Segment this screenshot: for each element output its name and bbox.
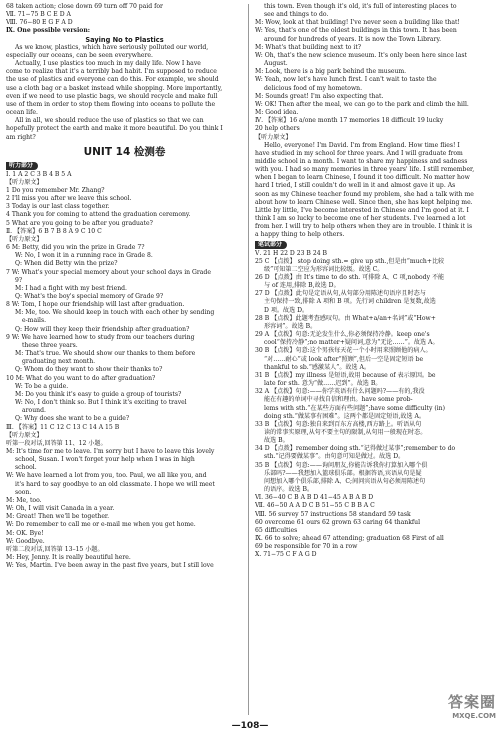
text-line: have studied in my school for three years. And I will graduate from (255, 149, 463, 157)
text-line: middle school in a month. I want to share my happiness and sadness (255, 157, 468, 165)
text-line: the use of plastics and everyone can do this. For example, we should (6, 76, 219, 84)
text-line: 级”可知第二空应为形容词比较级。故选 C。 (264, 265, 384, 273)
text-line: W: Oh, that's the new science museum. It's only been here since last (255, 51, 467, 59)
text-line: lems with sth.“在某些方面有些问题”;have some difficulty (in) (264, 404, 445, 412)
text-line: 6 M: Betty, did you win the prize in Grade 7? (6, 244, 145, 252)
text-line: Ⅲ. 【答案】11 C 12 C 13 C 14 A 15 B (6, 423, 120, 431)
watermark-logo (406, 692, 496, 730)
text-line: e-mails. (22, 317, 47, 325)
section-label: 笔试部分 (255, 241, 287, 249)
text-line: this town. Even though it's old, it's full of interesting places to (264, 3, 457, 10)
text-line: am right? (6, 133, 36, 141)
text-line: especially our oceans, can be seen everywhere. (6, 51, 153, 59)
text-line: delicious food of my hometown. (264, 84, 363, 92)
text-line: Ⅱ. 【答案】6 B 7 B 8 A 9 C 10 C (6, 227, 102, 235)
text-line: Ⅶ. 71−75 B C E D A (6, 11, 71, 19)
text-line: Little by little, I've become interested in Chinese and I'm good at it. I (255, 206, 469, 214)
text-line: M: What's that building next to it? (255, 43, 362, 51)
text-line: 【听力原文】 (6, 178, 43, 186)
text-line: 35 B 【点拨】句意:——询问朋友,你能告诉我你打算加入哪个俱 (255, 461, 428, 469)
text-line: “对……耐心”或 look after“照顾”,但后一空是固定短语 be (264, 355, 424, 363)
text-line: Ⅵ. 36−40 C B A B D 41−45 A B A B D (255, 494, 374, 502)
text-line: 7 W: What's your special memory about your school days in Grade (6, 268, 211, 276)
text-line: Hello, everyone! I'm David. I'm from England. How time flies! I (264, 141, 460, 149)
text-line: D 项。故选 D。 (264, 306, 309, 314)
text-line: M: Me, too. (6, 496, 42, 504)
text-line: around. (22, 407, 46, 415)
text-line: Ⅸ. One possible version: (6, 27, 91, 35)
section-header (6, 161, 243, 171)
text-line: 28 B 【点拨】此题考查感叹句。由 What+a/an+名词”或“How+ (255, 314, 436, 322)
text-line: about how to learn Chinese well. Since then, she has kept helping me. (255, 198, 473, 206)
text-line: Q: When did Betty win the prize? (15, 260, 118, 268)
section-label: 听力部分 (6, 162, 38, 170)
text-line: Ⅹ. 71−75 C F A G D (255, 551, 317, 559)
text-line: 问想加入哪个俱乐部,排除 A、C;间问宾语从句必须用陈述句 (264, 477, 426, 485)
text-line: W: To be a guide. (15, 382, 69, 390)
text-line: M: Look, there is a big park behind the museum. (255, 68, 407, 76)
text-line: 4 Thank you for coming to attend the graduation ceremony. (6, 211, 191, 219)
text-line: W: Oh, I will visit Canada in a year. (6, 505, 115, 513)
text-line: 30 B 【点拨】句意:这个男孩每天花一个小时用来照顾他的病人。 (255, 347, 432, 355)
text-line: a happy thing to help others. (255, 231, 345, 239)
text-line: M: Wow, look at that building! I've never seen a building like that! (255, 19, 460, 27)
text-line: W: Yes, that's one of the oldest buildings in this town. It has been (255, 27, 457, 35)
text-line: thankful to sb.“感激某人”。故选 A。 (264, 363, 371, 371)
text-line: 9 W: We have learned how to study from our teachers during (6, 333, 195, 341)
text-line: W: Goodbye. (6, 537, 45, 545)
section-header (255, 240, 493, 250)
text-line: sth.“记得要做某事”。由句意可知是做过。故选 D。 (264, 453, 405, 461)
text-line: 27 D 【点拨】此句是定语从句,从句部分用陈述句语序且时态与 (255, 290, 426, 298)
text-line: 10 M: What do you want to do after graduation? (6, 374, 156, 382)
text-line: 69 be responsible for 70 in a row (255, 543, 358, 551)
text-line: come to realize that it's a terribly bad habit. I'm supposed to reduce (6, 68, 217, 76)
text-line: late for sth. 意为“做……迟到”。故选 B。 (264, 380, 382, 388)
text-line: Ⅸ. 66 to solve; ahead 67 attending; graduation 68 First of all (255, 535, 444, 542)
text-line: Q: What's the boy's special memory of Grade 9? (15, 293, 164, 300)
unit-title: UNIT 14 检测卷 (83, 145, 166, 158)
text-line: W: No, I won it in a running race in Grade 8. (15, 252, 153, 260)
text-line: 与 of 连用,排除 B,故选 D。 (264, 282, 340, 290)
text-line: cool“保持冷静”;no matter+疑问词,意为“无论……”。故选 A。 (264, 339, 439, 347)
watermark-main: 答案圈 (447, 693, 496, 711)
text-line: 1 Do you remember Mr. Zhang? (6, 186, 105, 194)
text-line: 读的常事实原理,从句不要主句的限制,从句用一般现在时态。 (264, 428, 427, 436)
text-line: Q: How will they keep their friendship after graduation? (15, 325, 190, 333)
column-divider (248, 4, 249, 715)
text-line: 34 D 【点拨】remember doing sth.“记得做过某事”;remember to do (255, 445, 456, 453)
text-line: 9? (15, 276, 23, 284)
text-line: M: Hey, Jenny. It is really beautiful here. (6, 554, 131, 561)
text-line: 32 A 【点拨】句意:——你学英语有什么问题吗?——有的,我没 (255, 388, 425, 396)
text-line: M: I had a fight with my best friend. (15, 284, 127, 292)
text-line: M: Me, too. We should keep in touch with each other by sending (15, 309, 215, 317)
text-line: M: It's time for me to leave. I'm sorry but I have to leave this lovely (6, 447, 215, 455)
text-line: 8 W: Tom, I hope our friendship will last after graduation. (6, 301, 185, 309)
text-line: with you. I had so many memories in three years' life. I still remember, (255, 166, 475, 174)
text-line: August. (264, 60, 288, 68)
text-line: use of them in order to stop them flowing into oceans to pollute the (6, 100, 216, 108)
text-line: hopefully protect the earth and make it more beautiful. Do you think I (6, 125, 223, 133)
text-line: it's hard to say goodbye to an old classmate. I hope we will meet (15, 480, 215, 488)
essay-title: Saying No to Plastics (85, 35, 164, 44)
text-line: Ⅰ. 1 A 2 C 3 B 4 B 5 A (6, 170, 72, 178)
text-line: school. (15, 464, 37, 472)
text-line: 主句保持一致,排除 A 项和 B 项。先行词 children 是复数,故选 (264, 298, 436, 306)
text-line: Q: Why does she want to be a guide? (15, 415, 130, 423)
text-line: ocean life. (6, 109, 38, 117)
text-line: W: No, I don't think so. But I think it's exciting to travel (15, 399, 187, 407)
text-line: As we know, plastics, which have seriously polluted our world, (15, 43, 209, 51)
text-line: 68 taken action; close down 69 turn off 70 paid for (6, 3, 163, 10)
text-line: Ⅴ. 21 H 22 D 23 B 24 B (255, 249, 328, 257)
text-line: W: Yes, Martin. I've been away in the past five years, but I still love (6, 562, 214, 570)
text-line: 65 difficulties (255, 526, 298, 534)
text-line: M: Great! Then we'll be together. (6, 513, 110, 521)
text-line: Ⅳ. 【答案】16 a/one month 17 memories 18 difficult 19 lucky (255, 117, 444, 125)
text-line: 【听力原文】 (6, 235, 43, 243)
text-line: from her. I will try to help others when they are in trouble. I think it is (255, 223, 473, 231)
text-line: use a cloth bag or a basket instead while shopping. More importantly, (6, 84, 223, 92)
text-line: 2 I'll miss you after we leave this school. (6, 195, 132, 203)
text-line: M: OK. Bye! (6, 529, 44, 537)
text-line: W: Do remember to call me or e-mail me when you get home. (6, 521, 196, 529)
text-line: soon. (15, 488, 32, 496)
text-line: 5 What are you going to be after you graduate? (6, 219, 153, 227)
text-line: M: Sounds great! I'm also expecting that. (255, 92, 384, 100)
text-line: All in all, we should reduce the use of plastics so that we can (15, 117, 204, 125)
text-line: when I began to learn Chinese, I found it too difficult. No matter how (255, 174, 470, 182)
text-line: these three years. (22, 341, 78, 349)
text-line: 听第一段对话,回答第 11、12 小题。 (6, 439, 107, 447)
text-line: see and things to do. (264, 11, 329, 19)
text-line: M: That's true. We should show our thanks to them before (15, 350, 196, 358)
text-line: graduating next month. (22, 358, 96, 366)
text-line: 25 C 【点拨】 stop doing sth.= give up sth.,但是由“much+比较 (255, 257, 445, 265)
text-line: Ⅷ. 76−80 E G F A D (6, 19, 73, 27)
text-line: W: We have learned a lot from you, too. Paul, we all like you, and (6, 472, 207, 480)
text-line: 听第二段对话,回答第 13–15 小题。 (6, 545, 104, 553)
text-line: think I am so lucky to become one of her students. I've learned a lot (255, 215, 466, 223)
text-line: 能在有趣的单词中寻找自信和理由。have some prob- (264, 396, 413, 404)
text-line: hard I tried, I still couldn't do well in it and almost gave it up. As (255, 182, 456, 190)
left-column (6, 3, 243, 717)
text-line: 形容词”。故选 B。 (264, 322, 317, 330)
text-line: Q: Whom do they want to show their thanks to? (15, 366, 163, 374)
text-line: 乐部吗?——我想加入篮球俱乐部。根据答语,宾语从句是疑 (264, 469, 422, 477)
text-line: 的语序。故选 B。 (264, 486, 314, 494)
text-line: around for hundreds of years. It is now the Town Library. (264, 35, 442, 43)
text-line: 20 help others (255, 125, 300, 133)
text-line: W: OK! Then after the meal, we can go to the park and climb the hill. (255, 100, 469, 108)
text-line: even if we need to use plastic bags, we should recycle and make full (6, 92, 218, 100)
text-line: doing sth.“做某事有困难”。这两个都是固定短语,故选 A。 (264, 412, 426, 420)
text-line: Actually, I use plastics too much in my daily life. Now I have (15, 60, 201, 68)
text-line: 33 B 【点拨】句意:独自来到百东方高楼,西方路上。听语从句 (255, 420, 422, 428)
text-line: Ⅶ. 46−50 A A D C B 51−55 C B B A C (255, 502, 375, 510)
page-number: —108— (231, 720, 269, 731)
text-line: M: Good idea. (255, 109, 299, 117)
text-line: 3 Today is our last class together. (6, 203, 110, 211)
text-line: 29 A 【点拨】句意:无论发生什么,你必须保持冷静。keep one's (255, 331, 430, 339)
text-line: soon as my Chinese teacher found my problem, she had a talk with me (255, 190, 474, 198)
text-line: M: Do you think it's easy to guide a group of tourists? (15, 390, 182, 398)
text-line: school, Susan. I won't forget your help when I was in high (15, 456, 195, 464)
text-line: Ⅷ. 56 survey 57 instructions 58 standard 59 task (255, 510, 411, 518)
watermark-sub: MXQE.COM (452, 712, 496, 720)
text-line: 【听力原文】 (255, 133, 292, 141)
text-line: 【听力原文】 (6, 431, 43, 439)
right-column (255, 3, 493, 717)
text-line: 26 D 【点拨】由 It's time to do sth. 可排除 A、C 项,nobody 不能 (255, 274, 445, 281)
text-line: 31 B 【点拨】my illness 是短语,故用 because of 表示原因。be (255, 371, 436, 379)
text-line: 60 overcome 61 ours 62 grown 63 caring 64 thankful (255, 518, 421, 526)
text-line: 故选 B。 (264, 437, 289, 445)
text-line: W: Yeah, now let's have lunch first. I can't wait to taste the (255, 76, 437, 84)
